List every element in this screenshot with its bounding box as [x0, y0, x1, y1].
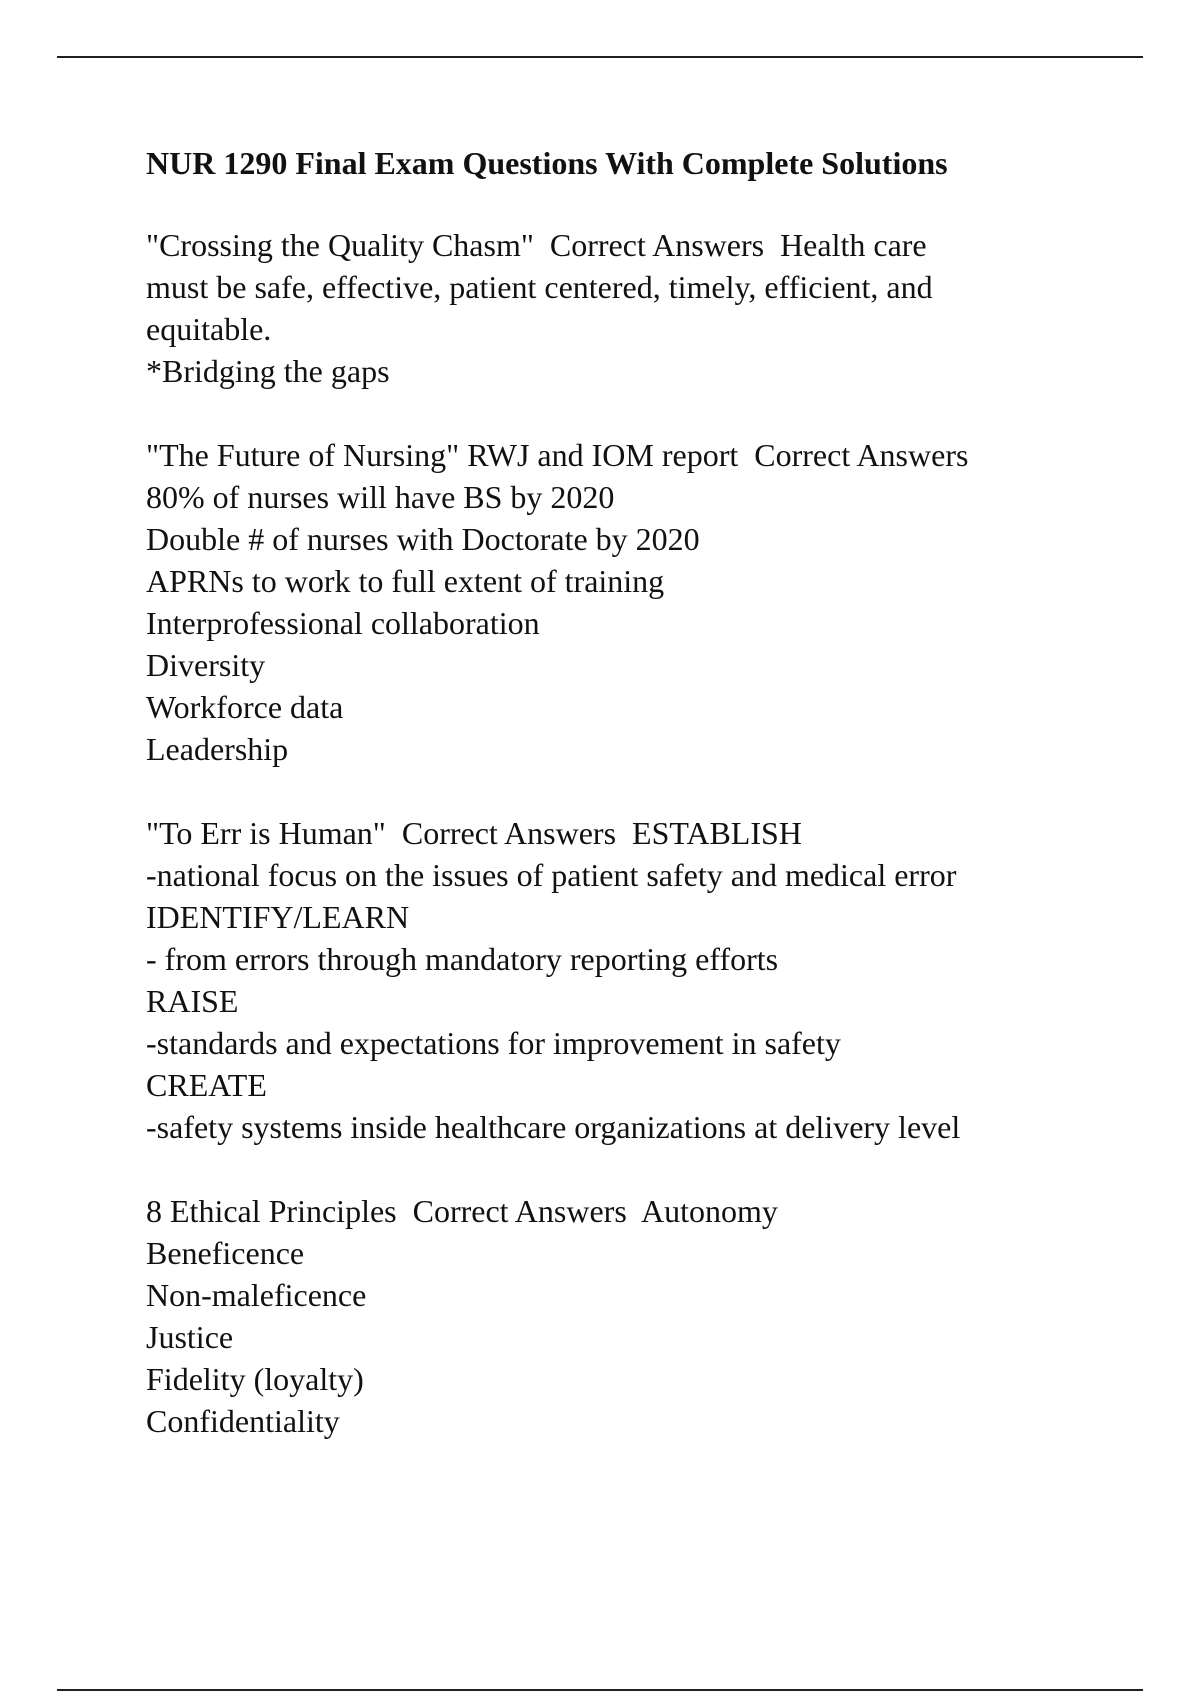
top-divider [57, 56, 1143, 58]
qa-line: Diversity [146, 647, 266, 683]
qa-line: Workforce data [146, 689, 344, 725]
qa-line: "Crossing the Quality Chasm" Correct Answers Health care [146, 227, 927, 263]
qa-line: equitable. [146, 311, 272, 347]
qa-block-future-of-nursing [146, 434, 1106, 770]
qa-line: Beneficence [146, 1235, 305, 1271]
qa-line: 8 Ethical Principles Correct Answers Autonomy [146, 1193, 778, 1229]
qa-line: Fidelity (loyalty) [146, 1361, 364, 1397]
qa-line: 80% of nurses will have BS by 2020 [146, 479, 615, 515]
qa-line: must be safe, effective, patient centered, timely, efficient, and [146, 269, 933, 305]
qa-line: -standards and expectations for improvement in safety [146, 1025, 841, 1061]
qa-line: - from errors through mandatory reporting efforts [146, 941, 779, 977]
qa-block-quality-chasm [146, 224, 1106, 392]
qa-line: IDENTIFY/LEARN [146, 899, 410, 935]
qa-line: CREATE [146, 1067, 267, 1103]
qa-line: Confidentiality [146, 1403, 340, 1439]
document-body [146, 142, 1106, 1484]
qa-line: Leadership [146, 731, 289, 767]
qa-line: *Bridging the gaps [146, 353, 390, 389]
document-title: NUR 1290 Final Exam Questions With Complete Solutions [146, 145, 948, 181]
qa-line: APRNs to work to full extent of training [146, 563, 665, 599]
qa-line: Non-maleficence [146, 1277, 367, 1313]
qa-line: "To Err is Human" Correct Answers ESTABLISH [146, 815, 802, 851]
qa-block-ethical-principles [146, 1190, 1106, 1442]
qa-line: Interprofessional collaboration [146, 605, 540, 641]
bottom-divider [57, 1689, 1143, 1691]
qa-line: Justice [146, 1319, 234, 1355]
qa-line: "The Future of Nursing" RWJ and IOM report Correct Answers [146, 437, 969, 473]
qa-line: -safety systems inside healthcare organizations at delivery level [146, 1109, 961, 1145]
qa-block-to-err-is-human [146, 812, 1106, 1148]
qa-line: Double # of nurses with Doctorate by 2020 [146, 521, 700, 557]
qa-line: -national focus on the issues of patient safety and medical error [146, 857, 957, 893]
qa-line: RAISE [146, 983, 239, 1019]
